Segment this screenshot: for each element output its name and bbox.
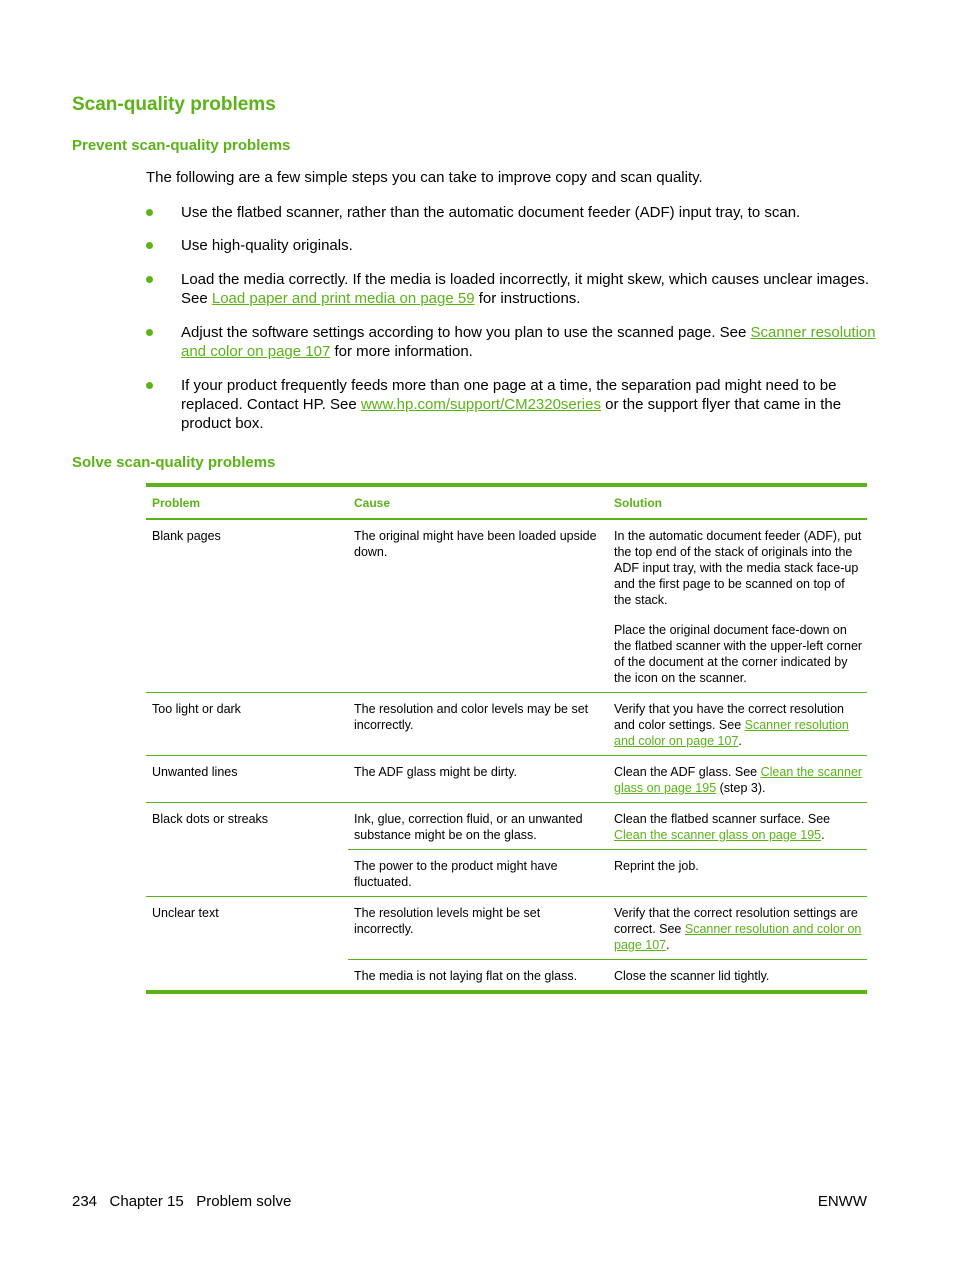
- cell-problem: Black dots or streaks: [152, 812, 269, 826]
- sub-rows: [348, 897, 867, 990]
- bullet-icon: [146, 209, 153, 216]
- solution-para: Place the original document face-down on the flatbed scanner with the upper-left corner of the document at the corner indicated by the icon on the scanner.: [614, 623, 863, 685]
- bullet-text: [181, 270, 876, 308]
- footer-enww: ENWW: [817, 1193, 867, 1210]
- cell-solution: [608, 693, 867, 755]
- cell-problem: Too light or dark: [152, 702, 241, 716]
- bullet-text-part: If your product frequently feeds more than one page at a time, the separation pad might need to be replaced. Contact HP. See: [181, 377, 837, 413]
- cell-cause: The resolution levels might be set incorrectly.: [354, 906, 541, 936]
- solution-text: Verify that the correct resolution settings are correct. See: [614, 906, 858, 936]
- cell-solution: [608, 756, 867, 802]
- sub-row: [348, 897, 867, 960]
- cell-problem: Blank pages: [152, 529, 221, 543]
- cell-cause: The ADF glass might be dirty.: [354, 765, 518, 779]
- solution-text: (step 3).: [716, 781, 766, 795]
- bullet-text-part: Load the media correctly. If the media is loaded incorrectly, it might skew, which causes unclear images. See: [181, 271, 870, 307]
- bullet-icon: [146, 382, 153, 389]
- bullet-text: Use the flatbed scanner, rather than the automatic document feeder (ADF) input tray, to scan.: [181, 204, 801, 221]
- cell-solution: [608, 803, 867, 849]
- solution-para: In the automatic document feeder (ADF), put the top end of the stack of originals into the ADF input tray, with the media stack face-up and the first page to be scanned on top of the stack.: [614, 529, 862, 607]
- cell-cause: The media is not laying flat on the glass.: [354, 969, 578, 983]
- cell-cause: The resolution and color levels may be set incorrectly.: [354, 702, 589, 732]
- solve-heading: Solve scan-quality problems: [72, 454, 276, 471]
- solution-text: .: [821, 828, 825, 842]
- table-header: [146, 487, 867, 520]
- sub-row: [348, 960, 867, 990]
- bullet-icon: [146, 276, 153, 283]
- clean-scanner-glass-link[interactable]: Clean the scanner glass on page 195: [614, 765, 863, 795]
- cell-cause: Ink, glue, correction fluid, or an unwanted substance might be on the glass.: [354, 812, 583, 842]
- page-title: Scan-quality problems: [72, 94, 276, 115]
- cell-solution: Reprint the job.: [614, 859, 699, 873]
- bullet-text: Use high-quality originals.: [181, 237, 353, 254]
- solution-text: Clean the flatbed scanner surface. See: [614, 812, 831, 826]
- scanner-resolution-link[interactable]: Scanner resolution and color on page 107: [614, 718, 849, 748]
- load-paper-link[interactable]: Load paper and print media on page 59: [211, 290, 475, 307]
- clean-scanner-glass-link[interactable]: Clean the scanner glass on page 195: [614, 828, 822, 842]
- cell-cause: The power to the product might have fluctuated.: [354, 859, 558, 889]
- table-row: [146, 897, 867, 990]
- scan-quality-table: [146, 483, 867, 994]
- bullet-text: [181, 323, 876, 361]
- solution-text: .: [666, 938, 670, 952]
- solution-text: Verify that you have the correct resolution and color settings. See: [614, 702, 844, 732]
- cell-cause: The original might have been loaded upside down.: [354, 529, 597, 559]
- bullet-text-part: or the support flyer that came in the product box.: [181, 396, 842, 432]
- bullet-text-part: for instructions.: [474, 290, 581, 307]
- table-row: [146, 803, 867, 897]
- header-problem: Problem: [152, 495, 201, 510]
- sub-row: [348, 850, 867, 896]
- bullet-text: [181, 376, 876, 433]
- scanner-resolution-link[interactable]: Scanner resolution and color on page 107: [181, 324, 876, 360]
- table-bottom-rule: [146, 990, 867, 994]
- intro-text: The following are a few simple steps you can take to improve copy and scan quality.: [146, 169, 703, 186]
- scanner-resolution-link[interactable]: Scanner resolution and color on page 107: [614, 922, 862, 952]
- cell-problem: Unwanted lines: [152, 765, 238, 779]
- sub-row: [348, 803, 867, 850]
- solution-text: .: [738, 734, 742, 748]
- solution-text: Clean the ADF glass. See: [614, 765, 761, 779]
- prevent-heading: Prevent scan-quality problems: [72, 137, 291, 154]
- table-row: [146, 520, 867, 693]
- bullet-icon: [146, 242, 153, 249]
- cell-solution: Close the scanner lid tightly.: [614, 969, 770, 983]
- cell-problem: Unclear text: [152, 906, 219, 920]
- table-row: [146, 756, 867, 803]
- header-solution: Solution: [614, 495, 662, 510]
- cell-solution: [608, 897, 867, 959]
- bullet-icon: [146, 329, 153, 336]
- bullet-text-part: Adjust the software settings according to how you plan to use the scanned page. See: [181, 324, 751, 341]
- cell-solution: [608, 520, 867, 692]
- bullet-text-part: for more information.: [330, 343, 473, 360]
- hp-support-link[interactable]: www.hp.com/support/CM2320series: [360, 396, 601, 413]
- sub-rows: [348, 803, 867, 896]
- footer-page-info: 234 Chapter 15 Problem solve: [72, 1193, 292, 1210]
- header-cause: Cause: [354, 495, 391, 510]
- table-row: [146, 693, 867, 756]
